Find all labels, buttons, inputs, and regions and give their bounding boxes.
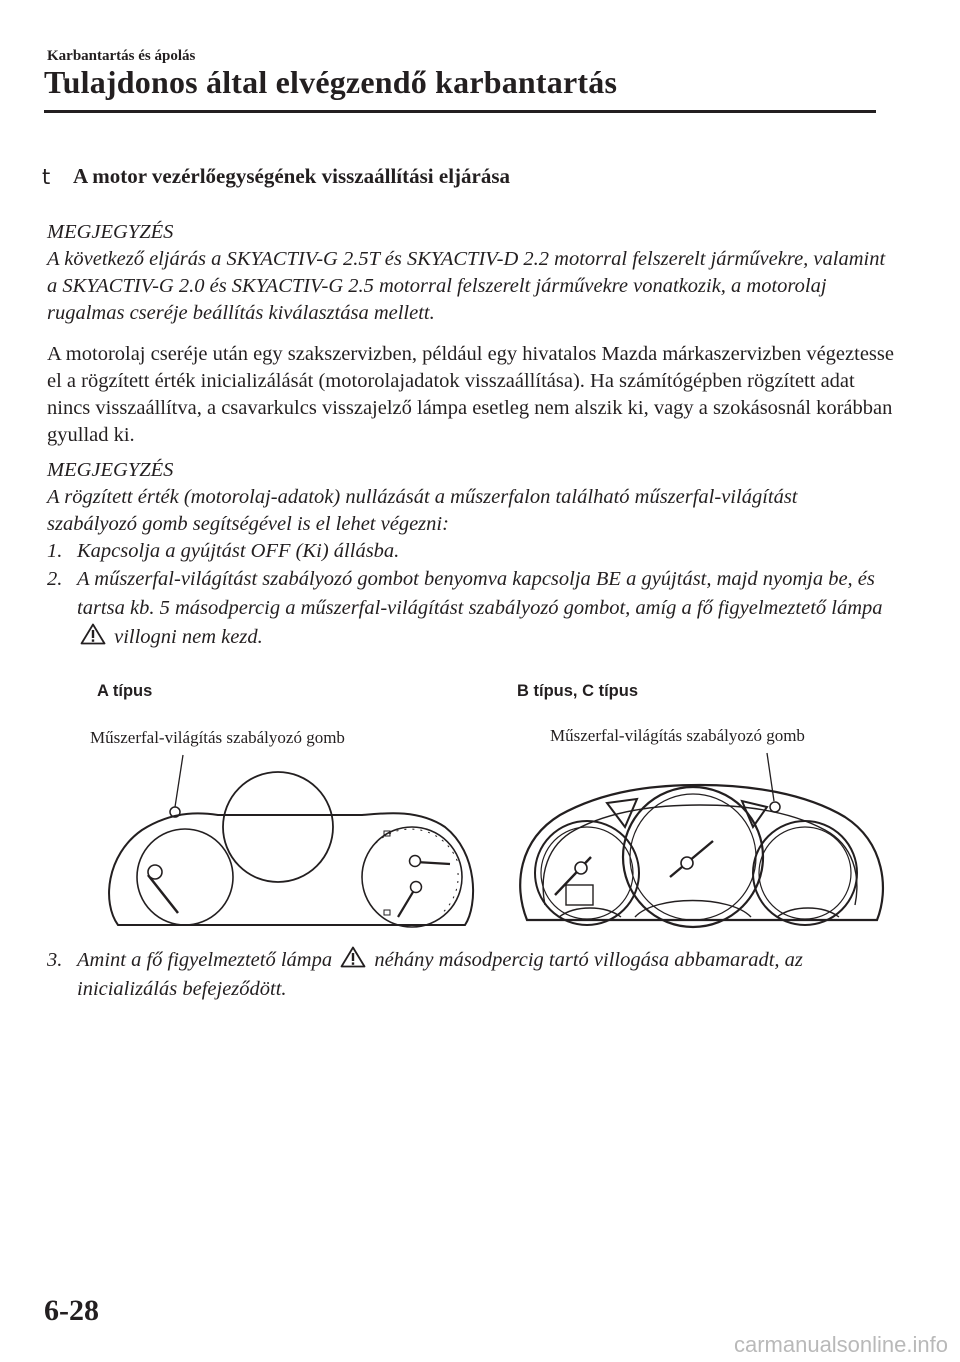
step-text: Amint a fő figyelmeztető lámpa bbox=[77, 949, 333, 971]
list-item-step-3 bbox=[47, 946, 887, 1004]
step-text-end: néhány másodpercig tartó villogása abbamaradt, az inicializálás befejeződött. bbox=[77, 949, 803, 1000]
step-text: A műszerfal-világítást szabályozó gombot benyomva kapcsolja BE a gyújtást, majd nyomja be, és tartsa kb. 5 másodpercig a műszerfal-világítást szabályozó gombot, amíg a fő figyelmeztető lámpa bbox=[77, 568, 883, 619]
subsection-heading: A motor vezérlőegységének visszaállítási eljárása bbox=[73, 164, 511, 188]
note-title: MEGJEGYZÉS bbox=[47, 459, 174, 481]
title-divider bbox=[44, 110, 876, 113]
note-text: A következő eljárás a SKYACTIV-G 2.5T és SKYACTIV-D 2.2 motorral felszerelt járművekre, valamint a SKYACTIV-G 2.0 és SKYACTIV-G 2.5 motorral felszerelt járművekre vonatkozik, a motorolaj rugalmas cseréje beállítás kiválasztása mellett. bbox=[47, 248, 886, 324]
note-block-1 bbox=[47, 219, 887, 327]
step-text: Kapcsolja a gyújtást OFF (Ki) állásba. bbox=[77, 540, 400, 562]
note-intro: A rögzített érték (motorolaj-adatok) nullázását a műszerfalon található műszerfal-világítást szabályozó gomb segítségével is el lehet végezni: bbox=[47, 486, 798, 535]
body-paragraph: A motorolaj cseréje után egy szakszervizben, például egy hivatalos Mazda márkaszervizben végeztesse el a rögzített érték inicializálását (motorolajadatok visszaállítása). Ha számítógépben rögzített adat nincs visszaállítva, a csavarkulcs visszajelző lámpa esetleg nem alszik ki, vagy a szokásosnál korábban gyullad ki. bbox=[47, 343, 894, 446]
section-label: Karbantartás és ápolás bbox=[47, 48, 196, 64]
master-warning-icon bbox=[340, 946, 366, 968]
step-3-block bbox=[47, 946, 887, 1004]
list-item-step-2 bbox=[47, 565, 887, 652]
step-text-end: villogni nem kezd. bbox=[114, 626, 263, 648]
watermark: carmanualsonline.info bbox=[733, 1332, 948, 1357]
figure-caption-right: Műszerfal-világítás szabályozó gomb bbox=[550, 726, 805, 745]
figure-label-type-bc: B típus, C típus bbox=[517, 682, 638, 700]
instrument-cluster-type-a bbox=[100, 745, 480, 930]
page-number: 6-28 bbox=[44, 1294, 99, 1327]
step-number: 1. bbox=[47, 540, 63, 562]
step-number: 2. bbox=[47, 568, 63, 590]
note-block-2 bbox=[47, 457, 887, 652]
note-title: MEGJEGYZÉS bbox=[47, 221, 174, 243]
master-warning-icon bbox=[80, 623, 106, 645]
instrument-cluster-type-bc bbox=[515, 745, 890, 930]
step-number: 3. bbox=[47, 949, 63, 971]
subsection-bullet: t bbox=[42, 165, 51, 189]
list-item-step-1 bbox=[47, 538, 887, 565]
figure-label-type-a: A típus bbox=[97, 682, 153, 700]
figure-caption-left: Műszerfal-világítás szabályozó gomb bbox=[90, 728, 345, 747]
page-title: Tulajdonos által elvégzendő karbantartás bbox=[44, 64, 618, 100]
